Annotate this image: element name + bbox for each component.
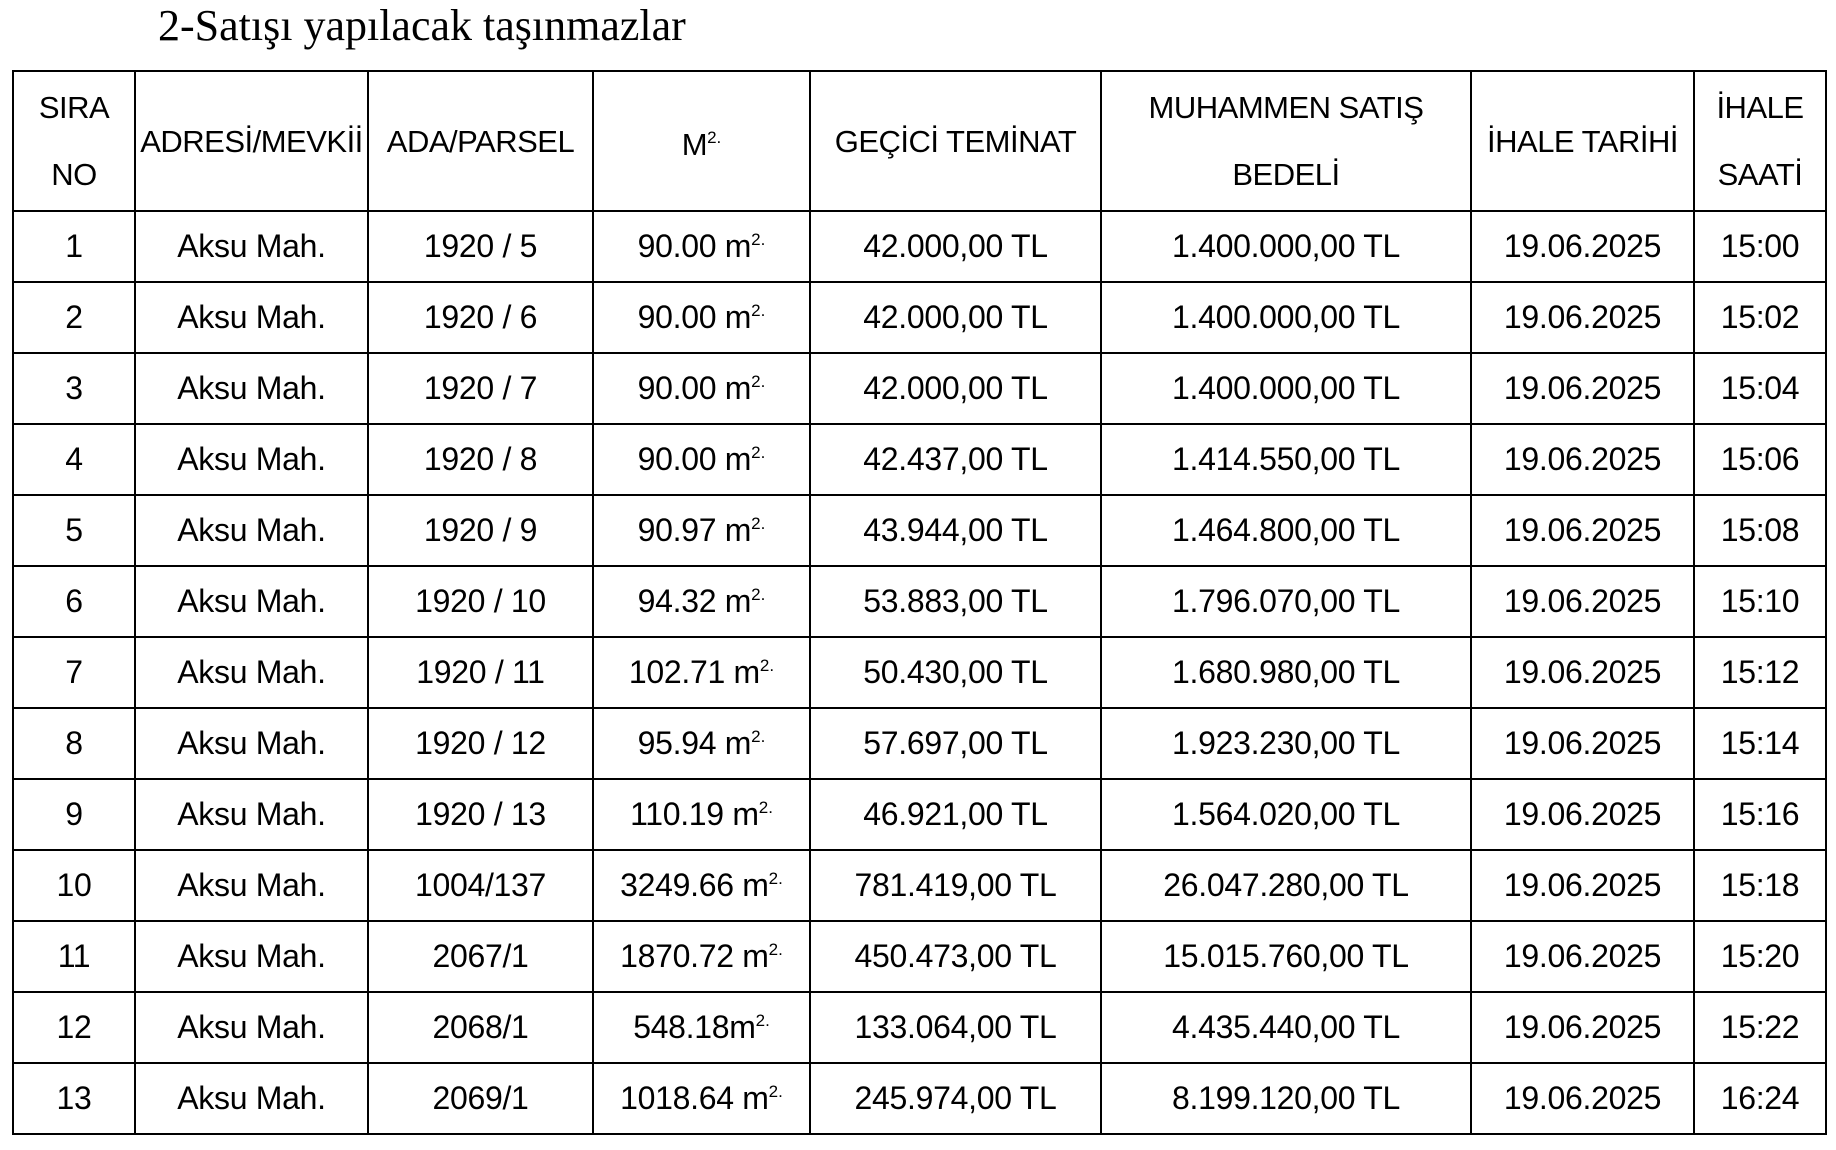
cell-saat: 15:14	[1694, 708, 1826, 779]
area-value: 3249.66 m	[620, 867, 769, 903]
cell-adres: Aksu Mah.	[135, 424, 368, 495]
cell-bedel: 1.400.000,00 TL	[1101, 282, 1471, 353]
cell-area	[593, 850, 810, 921]
cell-area	[593, 424, 810, 495]
cell-ada-parsel: 1920 / 7	[368, 353, 593, 424]
header-teminat: GEÇİCİ TEMİNAT	[810, 71, 1101, 211]
area-value: 102.71 m	[628, 654, 760, 690]
document-title: 2-Satışı yapılacak taşınmazlar	[158, 1, 686, 50]
cell-saat: 15:04	[1694, 353, 1826, 424]
cell-tarih: 19.06.2025	[1471, 850, 1694, 921]
property-sale-table	[12, 70, 1827, 1135]
area-unit-sup: 2.	[768, 940, 783, 959]
cell-no: 11	[13, 921, 135, 992]
cell-adres: Aksu Mah.	[135, 708, 368, 779]
header-area	[593, 71, 810, 211]
table-body	[13, 211, 1826, 1134]
cell-tarih: 19.06.2025	[1471, 708, 1694, 779]
cell-bedel: 1.680.980,00 TL	[1101, 637, 1471, 708]
cell-area	[593, 353, 810, 424]
cell-ada-parsel: 1920 / 12	[368, 708, 593, 779]
cell-bedel: 4.435.440,00 TL	[1101, 992, 1471, 1063]
cell-tarih: 19.06.2025	[1471, 495, 1694, 566]
area-value: 90.00 m	[637, 228, 752, 264]
cell-no: 3	[13, 353, 135, 424]
cell-tarih: 19.06.2025	[1471, 921, 1694, 992]
cell-teminat: 42.000,00 TL	[810, 353, 1101, 424]
table-row	[13, 850, 1826, 921]
cell-ada-parsel: 1920 / 8	[368, 424, 593, 495]
table-row	[13, 424, 1826, 495]
area-unit-sup: 2.	[751, 585, 766, 604]
cell-teminat: 42.000,00 TL	[810, 211, 1101, 282]
area-value: 95.94 m	[637, 725, 752, 761]
header-bedel	[1101, 71, 1471, 211]
cell-saat: 15:18	[1694, 850, 1826, 921]
cell-teminat: 57.697,00 TL	[810, 708, 1101, 779]
cell-area	[593, 992, 810, 1063]
area-unit-sup: 2.	[768, 1082, 783, 1101]
table-row	[13, 779, 1826, 850]
table-row	[13, 211, 1826, 282]
cell-adres: Aksu Mah.	[135, 566, 368, 637]
header-tarih: İHALE TARİHİ	[1471, 71, 1694, 211]
cell-ada-parsel: 1920 / 5	[368, 211, 593, 282]
cell-no: 5	[13, 495, 135, 566]
header-ada-parsel: ADA/PARSEL	[368, 71, 593, 211]
area-value: 110.19 m	[630, 796, 759, 832]
area-value: 90.00 m	[637, 299, 752, 335]
area-value: 90.97 m	[637, 512, 752, 548]
cell-bedel: 8.199.120,00 TL	[1101, 1063, 1471, 1134]
cell-area	[593, 566, 810, 637]
cell-ada-parsel: 2069/1	[368, 1063, 593, 1134]
cell-adres: Aksu Mah.	[135, 282, 368, 353]
cell-bedel: 15.015.760,00 TL	[1101, 921, 1471, 992]
cell-tarih: 19.06.2025	[1471, 779, 1694, 850]
cell-no: 2	[13, 282, 135, 353]
cell-area	[593, 779, 810, 850]
cell-area	[593, 637, 810, 708]
area-value: 1870.72 m	[620, 938, 769, 974]
cell-tarih: 19.06.2025	[1471, 282, 1694, 353]
cell-ada-parsel: 2067/1	[368, 921, 593, 992]
table-row	[13, 637, 1826, 708]
header-sira-line2: NO	[51, 157, 97, 192]
cell-saat: 15:10	[1694, 566, 1826, 637]
cell-saat: 15:06	[1694, 424, 1826, 495]
cell-adres: Aksu Mah.	[135, 637, 368, 708]
header-saat	[1694, 71, 1826, 211]
cell-saat: 15:08	[1694, 495, 1826, 566]
cell-tarih: 19.06.2025	[1471, 566, 1694, 637]
cell-tarih: 19.06.2025	[1471, 353, 1694, 424]
cell-no: 8	[13, 708, 135, 779]
cell-teminat: 43.944,00 TL	[810, 495, 1101, 566]
cell-teminat: 781.419,00 TL	[810, 850, 1101, 921]
cell-area	[593, 211, 810, 282]
table-row	[13, 353, 1826, 424]
cell-area	[593, 708, 810, 779]
area-value: 1018.64 m	[620, 1080, 769, 1116]
header-bedel-line1: MUHAMMEN SATIŞ	[1148, 90, 1424, 125]
cell-no: 6	[13, 566, 135, 637]
cell-no: 9	[13, 779, 135, 850]
cell-no: 13	[13, 1063, 135, 1134]
cell-teminat: 53.883,00 TL	[810, 566, 1101, 637]
cell-no: 12	[13, 992, 135, 1063]
cell-teminat: 46.921,00 TL	[810, 779, 1101, 850]
cell-area	[593, 1063, 810, 1134]
table-row	[13, 495, 1826, 566]
table-row	[13, 921, 1826, 992]
cell-teminat: 42.000,00 TL	[810, 282, 1101, 353]
cell-no: 10	[13, 850, 135, 921]
header-adres: ADRESİ/MEVKİİ	[135, 71, 368, 211]
cell-adres: Aksu Mah.	[135, 779, 368, 850]
cell-ada-parsel: 1920 / 11	[368, 637, 593, 708]
cell-tarih: 19.06.2025	[1471, 637, 1694, 708]
cell-tarih: 19.06.2025	[1471, 992, 1694, 1063]
cell-ada-parsel: 1920 / 10	[368, 566, 593, 637]
cell-bedel: 1.400.000,00 TL	[1101, 353, 1471, 424]
header-sira-line1: SIRA	[38, 90, 110, 125]
cell-bedel: 1.400.000,00 TL	[1101, 211, 1471, 282]
header-saat-line1: İHALE	[1716, 90, 1804, 125]
area-unit-sup: 2.	[768, 869, 783, 888]
cell-adres: Aksu Mah.	[135, 495, 368, 566]
cell-area	[593, 495, 810, 566]
table-header-row	[13, 71, 1826, 211]
cell-bedel: 26.047.280,00 TL	[1101, 850, 1471, 921]
cell-ada-parsel: 1920 / 13	[368, 779, 593, 850]
area-value: 90.00 m	[637, 370, 752, 406]
area-unit-sup: 2.	[751, 372, 766, 391]
area-unit-sup: 2.	[759, 656, 775, 675]
cell-saat: 15:12	[1694, 637, 1826, 708]
cell-teminat: 245.974,00 TL	[810, 1063, 1101, 1134]
cell-tarih: 19.06.2025	[1471, 211, 1694, 282]
cell-tarih: 19.06.2025	[1471, 1063, 1694, 1134]
area-unit-sup: 2.	[758, 798, 773, 817]
cell-teminat: 50.430,00 TL	[810, 637, 1101, 708]
cell-area	[593, 282, 810, 353]
cell-ada-parsel: 1004/137	[368, 850, 593, 921]
cell-adres: Aksu Mah.	[135, 1063, 368, 1134]
cell-saat: 15:20	[1694, 921, 1826, 992]
area-unit-sup: 2.	[751, 301, 766, 320]
area-unit-sup: 2.	[755, 1011, 770, 1030]
header-bedel-line2: BEDELİ	[1232, 157, 1340, 192]
cell-teminat: 42.437,00 TL	[810, 424, 1101, 495]
cell-saat: 16:24	[1694, 1063, 1826, 1134]
area-value: 94.32 m	[637, 583, 752, 619]
cell-bedel: 1.464.800,00 TL	[1101, 495, 1471, 566]
cell-bedel: 1.796.070,00 TL	[1101, 566, 1471, 637]
cell-no: 1	[13, 211, 135, 282]
header-area-base: M	[681, 127, 708, 162]
header-sira-no	[13, 71, 135, 211]
table-row	[13, 992, 1826, 1063]
cell-teminat: 133.064,00 TL	[810, 992, 1101, 1063]
table-row	[13, 1063, 1826, 1134]
area-unit-sup: 2.	[751, 514, 766, 533]
cell-adres: Aksu Mah.	[135, 921, 368, 992]
cell-area	[593, 921, 810, 992]
cell-ada-parsel: 1920 / 6	[368, 282, 593, 353]
area-unit-sup: 2.	[751, 727, 766, 746]
cell-ada-parsel: 2068/1	[368, 992, 593, 1063]
area-unit-sup: 2.	[751, 443, 766, 462]
cell-bedel: 1.564.020,00 TL	[1101, 779, 1471, 850]
cell-bedel: 1.414.550,00 TL	[1101, 424, 1471, 495]
cell-teminat: 450.473,00 TL	[810, 921, 1101, 992]
cell-adres: Aksu Mah.	[135, 211, 368, 282]
cell-adres: Aksu Mah.	[135, 353, 368, 424]
area-value: 90.00 m	[637, 441, 752, 477]
area-unit-sup: 2.	[751, 230, 766, 249]
cell-ada-parsel: 1920 / 9	[368, 495, 593, 566]
area-value: 548.18m	[633, 1009, 756, 1045]
cell-saat: 15:16	[1694, 779, 1826, 850]
cell-adres: Aksu Mah.	[135, 992, 368, 1063]
cell-saat: 15:02	[1694, 282, 1826, 353]
cell-saat: 15:22	[1694, 992, 1826, 1063]
cell-no: 4	[13, 424, 135, 495]
cell-tarih: 19.06.2025	[1471, 424, 1694, 495]
cell-no: 7	[13, 637, 135, 708]
table-row	[13, 708, 1826, 779]
header-area-sup: 2.	[707, 128, 722, 147]
cell-saat: 15:00	[1694, 211, 1826, 282]
cell-bedel: 1.923.230,00 TL	[1101, 708, 1471, 779]
cell-adres: Aksu Mah.	[135, 850, 368, 921]
header-saat-line2: SAATİ	[1717, 157, 1803, 192]
table-row	[13, 566, 1826, 637]
table-row	[13, 282, 1826, 353]
